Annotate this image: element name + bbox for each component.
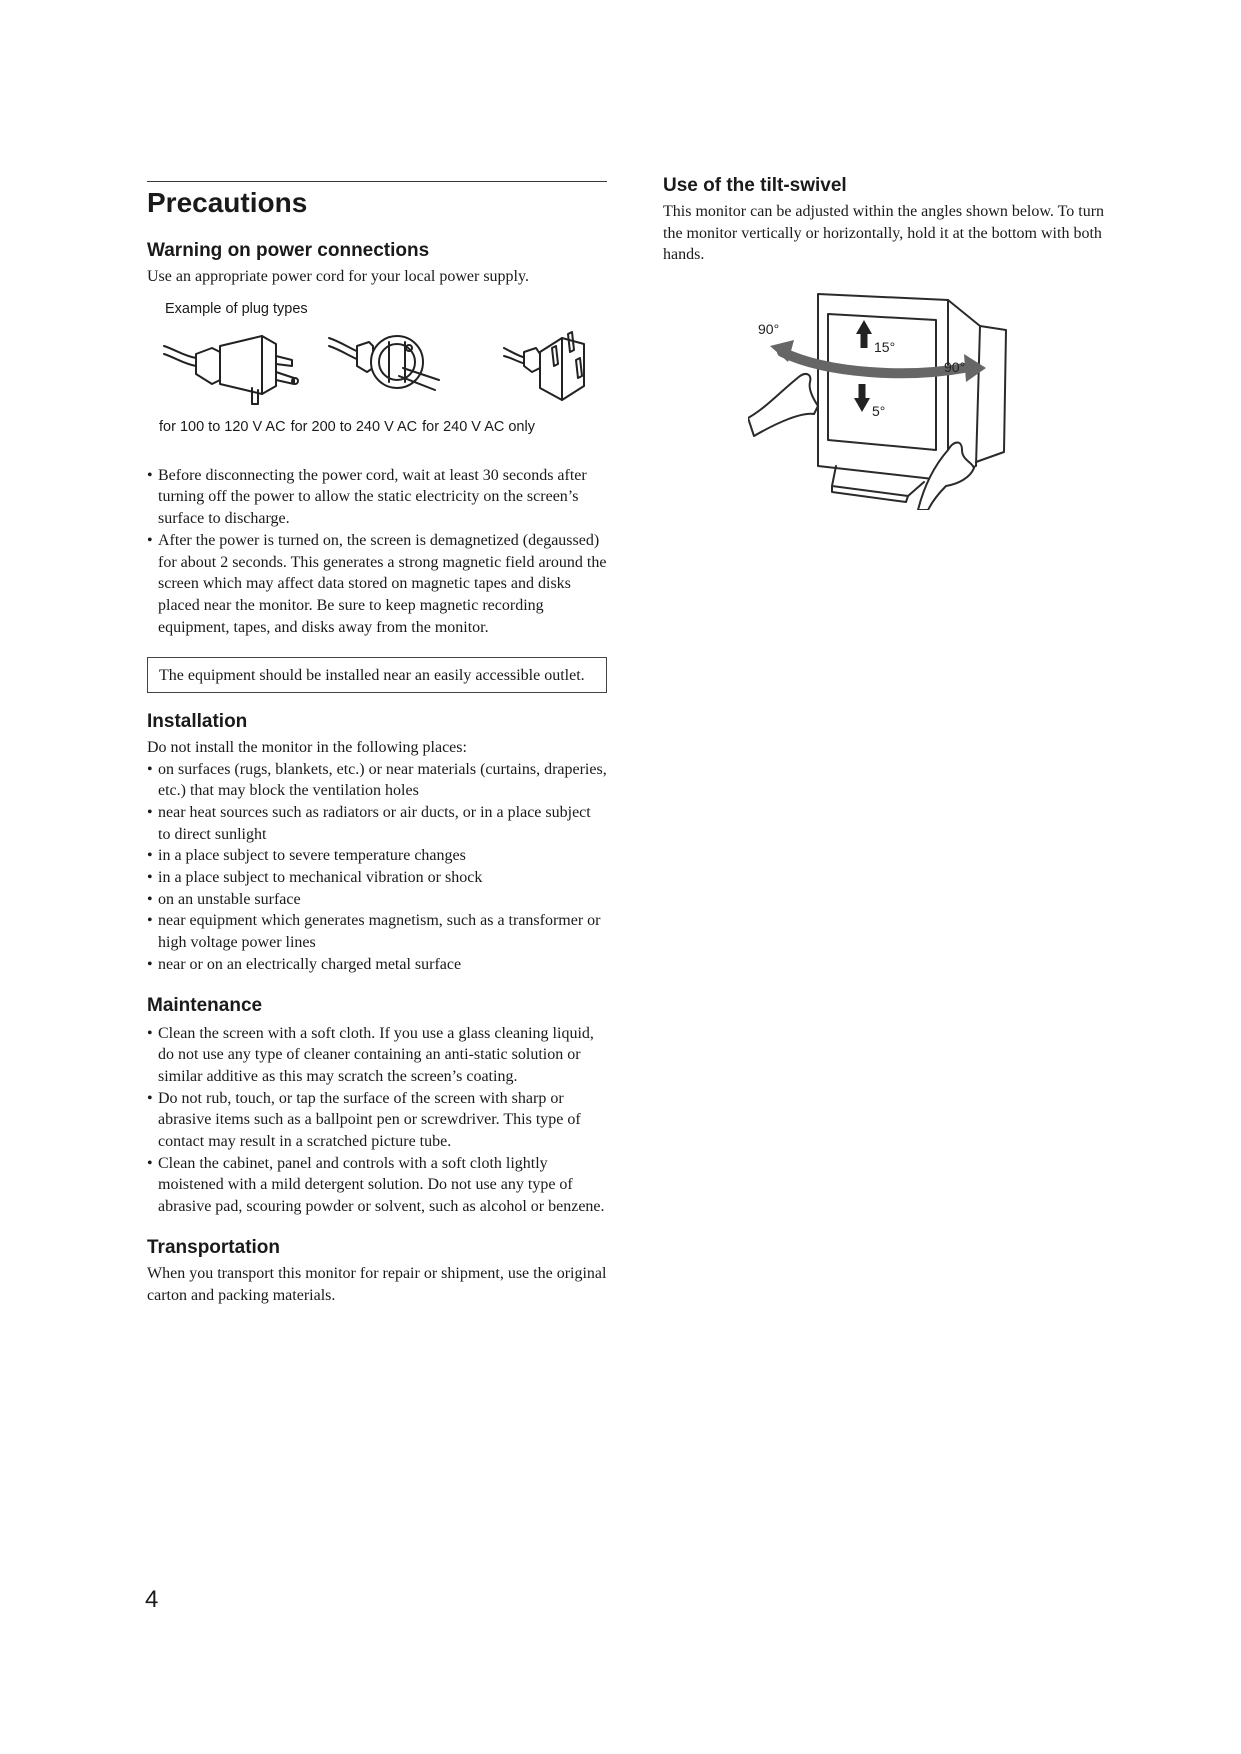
list-item: • After the power is turned on, the screen is demagnetized (degaussed) for about 2 seconds. This generates a strong magnetic field around the screen which may affect data stored on magnetic tapes and disks placed near the monitor. Be sure to keep magnetic recording equipment, tapes, and disks away from the monitor.	[147, 530, 607, 639]
list-item: • Before disconnecting the power cord, wait at least 30 seconds after turning off the power to allow the static electricity on the screen’s surface to discharge.	[147, 465, 607, 530]
notice-box	[147, 657, 607, 693]
page-title: Precautions	[147, 187, 308, 218]
list-item: • Do not rub, touch, or tap the surface of the screen with sharp or abrasive items such as a ballpoint pen or screwdriver. This type of contact may result in a scratched picture tube.	[147, 1088, 607, 1153]
installation-bullets	[147, 759, 607, 976]
transportation-text: When you transport this monitor for repair or shipment, use the original carton and packing materials.	[147, 1264, 607, 1304]
tilt-swivel-diagram	[748, 290, 1008, 510]
power-intro: Use an appropriate power cord for your local power supply.	[147, 268, 529, 285]
tilt-down-label: 5°	[872, 403, 886, 420]
plug-caption-us: for 100 to 120 V AC	[159, 418, 286, 435]
list-item: • in a place subject to mechanical vibration or shock	[147, 867, 607, 889]
list-item: • on surfaces (rugs, blankets, etc.) or near materials (curtains, draperies, etc.) that may block the ventilation holes	[147, 759, 607, 802]
maintenance-bullets	[147, 1023, 607, 1218]
us-plug-icon	[162, 328, 302, 406]
tilt-swivel-heading: Use of the tilt-swivel	[663, 175, 847, 196]
list-item: • Clean the screen with a soft cloth. If you use a glass cleaning liquid, do not use any type of cleaner containing an anti-static solution or similar additive as this may scratch the screen’s coating.	[147, 1023, 607, 1088]
list-item: • on an unstable surface	[147, 889, 607, 911]
right-column	[663, 174, 1123, 515]
list-item: • near or on an electrically charged metal surface	[147, 954, 607, 976]
title-rule	[147, 181, 607, 182]
list-item: • Clean the cabinet, panel and controls with a soft cloth lightly moistened with a mild detergent solution. Do not use any type of abrasive pad, scouring powder or solvent, such as alcohol or benzene.	[147, 1153, 607, 1218]
plug-example-label: Example of plug types	[165, 300, 308, 317]
plug-caption-euro: for 200 to 240 V AC	[290, 418, 418, 435]
transportation-heading: Transportation	[147, 1236, 281, 1258]
plug-caption-uk: for 240 V AC only	[422, 418, 535, 435]
notice-text: The equipment should be installed near an easily accessible outlet.	[159, 667, 585, 685]
uk-plug-icon	[502, 328, 602, 406]
power-bullets	[147, 465, 607, 639]
installation-intro: Do not install the monitor in the following places:	[147, 738, 467, 756]
installation-heading: Installation	[147, 710, 248, 732]
power-heading: Warning on power connections	[147, 240, 430, 261]
swivel-left-label: 90°	[758, 321, 780, 338]
page-number: 4	[145, 1586, 159, 1613]
plug-illustrations	[147, 328, 607, 406]
maintenance-heading: Maintenance	[147, 994, 263, 1016]
list-item: • near heat sources such as radiators or air ducts, or in a place subject to direct sunlight	[147, 802, 607, 845]
plug-captions	[147, 418, 607, 436]
swivel-right-label: 90°	[944, 359, 966, 376]
left-column	[147, 181, 607, 1306]
list-item: • near equipment which generates magnetism, such as a transformer or high voltage power lines	[147, 910, 607, 953]
tilt-up-label: 15°	[874, 339, 896, 356]
euro-plug-icon	[327, 328, 457, 406]
left-hand-icon	[748, 374, 818, 436]
list-item: • in a place subject to severe temperature changes	[147, 845, 607, 867]
tilt-swivel-text: This monitor can be adjusted within the angles shown below. To turn the monitor vertically or horizontally, hold it at the bottom with both hands.	[663, 203, 1105, 264]
